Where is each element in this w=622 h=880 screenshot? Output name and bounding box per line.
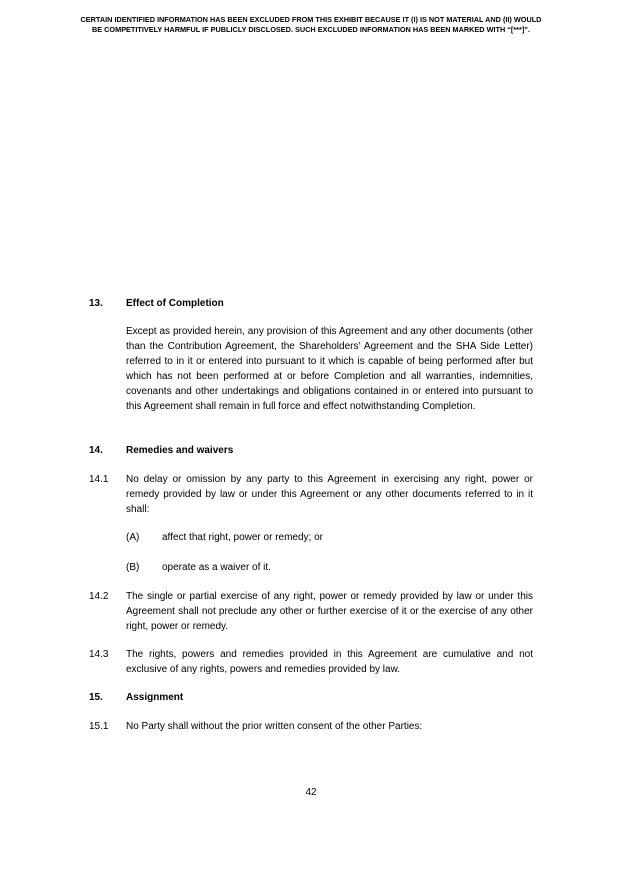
section-15-number: 15.: [89, 692, 103, 703]
item-a-text: affect that right, power or remedy; or: [162, 532, 324, 543]
item-b-label: (B): [126, 562, 140, 573]
section-15-title: Assignment: [126, 692, 184, 703]
page-number: 42: [305, 787, 317, 798]
clause-14-2-text: The single or partial exercise of any right, power or remedy provided by law or under this Agreement shall not preclude any other or further exercise of it or the exercise of any other right, power or remedy.: [126, 591, 533, 632]
redaction-notice-header: [30, 15, 592, 35]
item-a-label: (A): [126, 532, 140, 543]
section-13-paragraph: Except as provided herein, any provision of this Agreement and any other documents (other than the Contribution Agreement, the Shareholders’ Agreement and the SHA Side Letter) referred to in it or entered into pursuant to it which is capable of being performed after but which has not been performed at or before Completion and all warranties, indemnities, covenants and other undertakings and obligations contained in or entered into pursuant to this Agreement shall remain in full force and effect notwithstanding Completion.: [126, 326, 533, 412]
clause-15-1-number: 15.1: [89, 721, 109, 732]
clause-15-1-text: No Party shall without the prior written consent of the other Parties:: [126, 721, 423, 732]
section-13-number: 13.: [89, 298, 103, 309]
redaction-notice-line-2: BE COMPETITIVELY HARMFUL IF PUBLICLY DISCLOSED. SUCH EXCLUDED INFORMATION HAS BEEN MARKED WITH “[***]”.: [92, 25, 530, 34]
section-13-title: Effect of Completion: [126, 298, 224, 309]
section-14-title: Remedies and waivers: [126, 445, 234, 456]
clause-14-3-text: The rights, powers and remedies provided in this Agreement are cumulative and not exclusive of any rights, powers and remedies provided by law.: [126, 649, 533, 675]
clause-14-1-text: No delay or omission by any party to this Agreement in exercising any right, power or remedy provided by law or under this Agreement or any other documents referred to in it shall:: [126, 474, 533, 515]
section-14-number: 14.: [89, 445, 103, 456]
clause-14-3-number: 14.3: [89, 649, 109, 660]
clause-14-1-number: 14.1: [89, 474, 109, 485]
clause-14-2-number: 14.2: [89, 591, 109, 602]
item-b-text: operate as a waiver of it.: [162, 562, 271, 573]
redaction-notice-line-1: CERTAIN IDENTIFIED INFORMATION HAS BEEN EXCLUDED FROM THIS EXHIBIT BECAUSE IT (I) IS NOT MATERIAL AND (II) WOULD: [80, 15, 542, 24]
